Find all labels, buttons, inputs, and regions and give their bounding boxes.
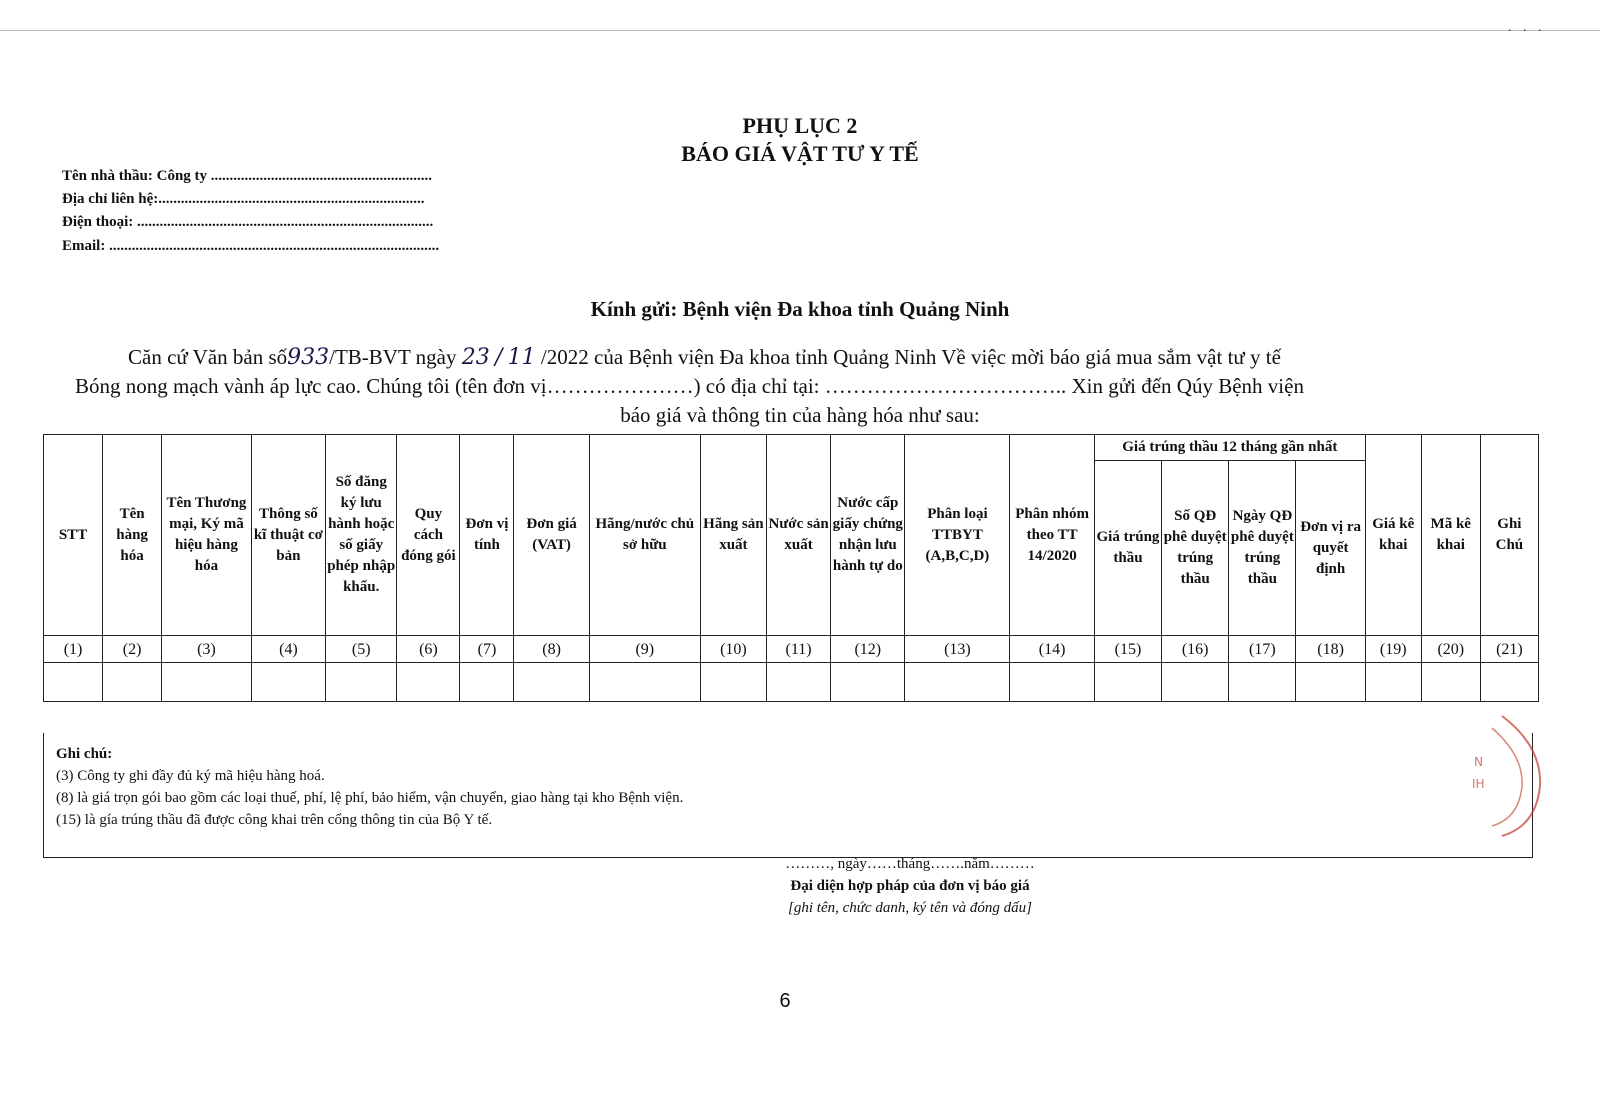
signature-block (700, 853, 1120, 919)
contractor-phone-line: Điện thoại: ............................................................................... (62, 214, 434, 230)
col-thong-so: Thông số kĩ thuật cơ bản (251, 435, 325, 636)
body-text: /TB-BVT ngày (329, 345, 457, 369)
empty-cell (1365, 663, 1421, 702)
col-nuoc-cap: Nước cấp giấy chứng nhận lưu hành tự do (831, 435, 905, 636)
empty-cell (1162, 663, 1229, 702)
column-number: (17) (1229, 636, 1296, 663)
empty-cell (514, 663, 589, 702)
column-number: (19) (1365, 636, 1421, 663)
empty-cell (326, 663, 397, 702)
column-number: (11) (766, 636, 830, 663)
col-nuoc-sx: Nước sản xuất (766, 435, 830, 636)
column-number: (16) (1162, 636, 1229, 663)
empty-entry-row (44, 663, 1539, 702)
col-don-vi-tinh: Đơn vị tính (460, 435, 514, 636)
appendix-title: PHỤ LỤC 2 (742, 113, 858, 138)
empty-cell (1421, 663, 1480, 702)
empty-cell (251, 663, 325, 702)
column-number: (10) (700, 636, 766, 663)
column-number: (1) (44, 636, 103, 663)
note-item: (15) là gía trúng thầu đã được công khai trên cổng thông tin của Bộ Y tế. (56, 812, 493, 828)
recipient-heading: Kính gửi: Bệnh viện Đa khoa tỉnh Quảng Ninh (590, 297, 1010, 321)
body-text: /2022 của Bệnh viện Đa khoa tỉnh Quảng Ninh Về việc mời báo giá mua sắm vật tư y tế (540, 345, 1281, 369)
corner-mark: . . . (1508, 20, 1546, 35)
column-number: (18) (1296, 636, 1365, 663)
column-number: (12) (831, 636, 905, 663)
col-ma-ke-khai: Mã kê khai (1421, 435, 1480, 636)
signature-date-line: ………, ngày……tháng…….năm……… (785, 856, 1035, 872)
empty-cell (1229, 663, 1296, 702)
col-don-gia: Đơn giá (VAT) (514, 435, 589, 636)
empty-cell (1480, 663, 1538, 702)
red-seal-stamp (1462, 706, 1552, 846)
page-number: 6 (779, 990, 791, 1012)
empty-cell (831, 663, 905, 702)
notes-title: Ghi chú: (56, 746, 113, 762)
contractor-email-line: Email: ........................................................................................ (62, 238, 440, 254)
col-group-gia-trung-thau: Giá trúng thầu 12 tháng gần nhất (1094, 435, 1365, 461)
col-gia-ke-khai: Giá kê khai (1365, 435, 1421, 636)
col-so-dang-ky: Số đăng ký lưu hành hoặc số giấy phép nhập khẩu. (326, 435, 397, 636)
header-row (44, 435, 1539, 461)
empty-cell (589, 663, 700, 702)
handwritten-month: 11 (507, 345, 536, 370)
contractor-address-line: Địa chỉ liên hệ:....................................................................... (62, 191, 425, 207)
empty-cell (700, 663, 766, 702)
quotation-table (43, 434, 1539, 702)
body-paragraph-line-2: Bóng nong mạch vành áp lực cao. Chúng tôi (tên đơn vị…………………) có địa chỉ tại: …………………………….. Xin gửi đến Qúy Bệnh viện (75, 374, 1304, 398)
column-number: (7) (460, 636, 514, 663)
top-border-line (0, 30, 1600, 31)
column-number: (3) (162, 636, 252, 663)
empty-cell (162, 663, 252, 702)
column-number: (5) (326, 636, 397, 663)
empty-cell (460, 663, 514, 702)
empty-cell (905, 663, 1010, 702)
column-number: (14) (1010, 636, 1095, 663)
col-ngay-qd: Ngày QĐ phê duyệt trúng thầu (1229, 461, 1296, 636)
body-paragraph-line-3: báo giá và thông tin của hàng hóa như sau: (620, 403, 980, 427)
column-number: (6) (397, 636, 460, 663)
signature-representative: Đại diện hợp pháp của đơn vị báo giá (790, 878, 1030, 894)
col-gia-trung-thau: Giá trúng thầu (1094, 461, 1161, 636)
empty-cell (103, 663, 162, 702)
col-so-qd: Số QĐ phê duyệt trúng thầu (1162, 461, 1229, 636)
note-item: (8) là giá trọn gói bao gồm các loại thuế, phí, lệ phí, bảo hiểm, vận chuyển, giao hàng tại kho Bệnh viện. (56, 790, 684, 806)
empty-cell (766, 663, 830, 702)
column-number: (13) (905, 636, 1010, 663)
col-stt: STT (44, 435, 103, 636)
note-item: (3) Công ty ghi đầy đủ ký mã hiệu hàng hoá. (56, 768, 325, 784)
date-separator: / (495, 345, 503, 370)
empty-cell (1094, 663, 1161, 702)
col-don-vi-qd: Đơn vị ra quyết định (1296, 461, 1365, 636)
body-paragraph-line-1 (128, 345, 1281, 370)
empty-cell (397, 663, 460, 702)
col-quy-cach: Quy cách đóng gói (397, 435, 460, 636)
col-phan-loai: Phân loại TTBYT (A,B,C,D) (905, 435, 1010, 636)
column-number: (8) (514, 636, 589, 663)
handwritten-doc-number: 933 (287, 345, 330, 370)
column-number: (15) (1094, 636, 1161, 663)
column-number: (20) (1421, 636, 1480, 663)
col-ghi-chu: Ghi Chú (1480, 435, 1538, 636)
empty-cell (1010, 663, 1095, 702)
notes-box (43, 733, 1533, 858)
column-number: (2) (103, 636, 162, 663)
column-number: (21) (1480, 636, 1538, 663)
column-number-row (44, 636, 1539, 663)
document-title: BÁO GIÁ VẬT TƯ Y TẾ (681, 141, 919, 166)
empty-cell (1296, 663, 1365, 702)
col-hang-nuoc: Hãng/nước chủ sở hữu (589, 435, 700, 636)
svg-text:N: N (1474, 755, 1483, 769)
col-ten-hang: Tên hàng hóa (103, 435, 162, 636)
col-hang-sx: Hãng sản xuất (700, 435, 766, 636)
column-number: (4) (251, 636, 325, 663)
contractor-name-line: Tên nhà thầu: Công ty ........................................................... (62, 168, 433, 184)
signature-instruction: [ghi tên, chức danh, ký tên và đóng dấu] (788, 900, 1032, 916)
svg-text:IH: IH (1472, 777, 1485, 791)
col-ten-thuong-mai: Tên Thương mại, Ký mã hiệu hàng hóa (162, 435, 252, 636)
empty-cell (44, 663, 103, 702)
handwritten-day: 23 (461, 345, 490, 370)
body-text: Căn cứ Văn bản số (128, 345, 288, 369)
col-phan-nhom: Phân nhóm theo TT 14/2020 (1010, 435, 1095, 636)
column-number: (9) (589, 636, 700, 663)
